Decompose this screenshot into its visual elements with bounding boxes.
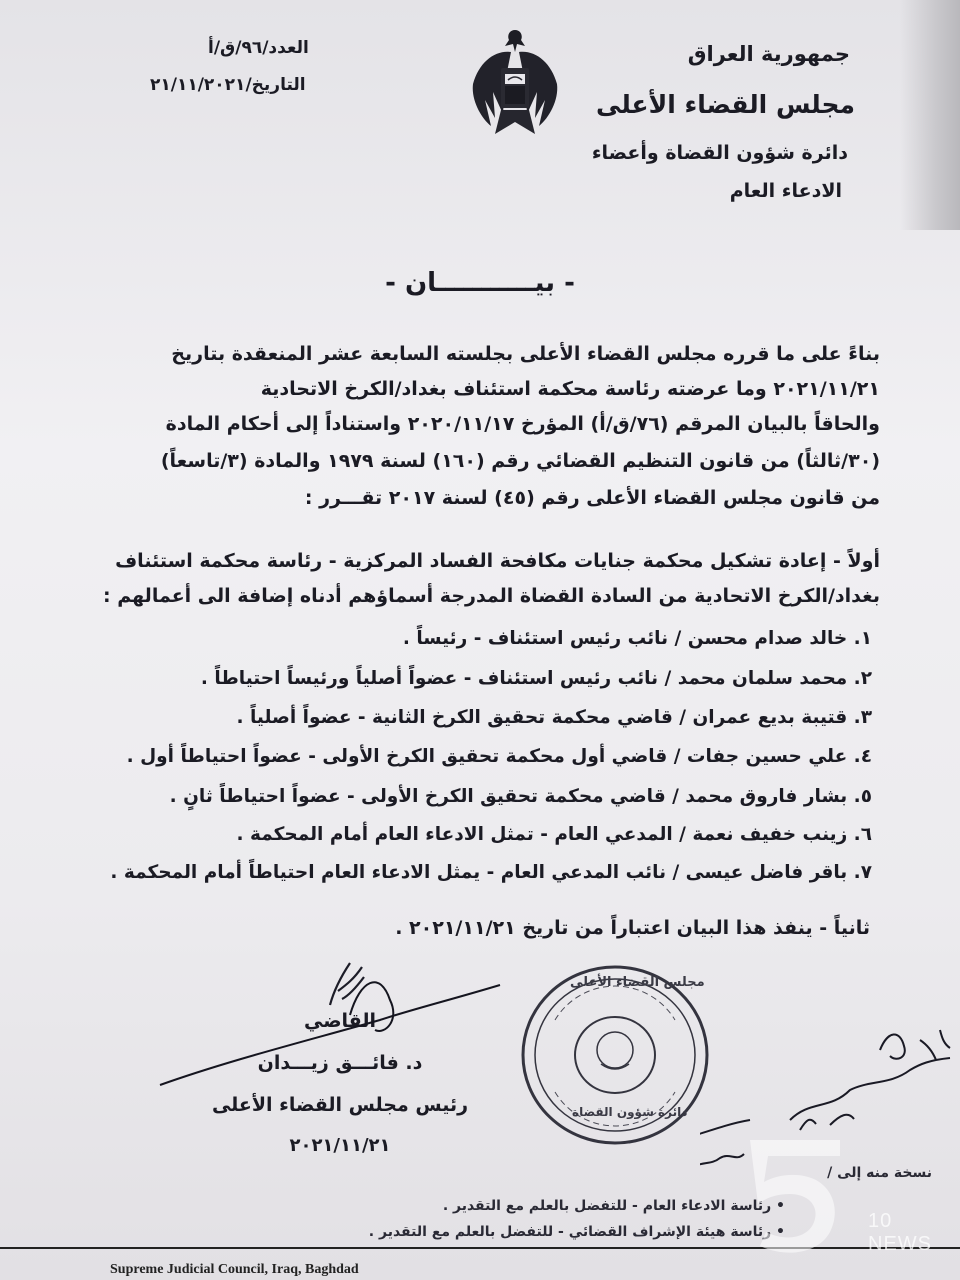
copy-recipient: • رئاسة الادعاء العام - للتفضل بالعلم مع التقدير . — [442, 1198, 785, 1214]
signature-name: د. فائـــق زيـــدان — [257, 1052, 423, 1074]
body-line-4: (٣٠/ثالثاً) من قانون التنظيم القضائي رقم (١٦٠) لسنة ١٩٧٩ والمادة (٣/تاسعاً) — [160, 450, 880, 472]
member-item: ٤. علي حسين جفات / قاضي أول محكمة تحقيق الكرخ الأولى - عضواً احتياطاً أول . — [126, 746, 872, 767]
iraq-eagle-emblem-icon — [465, 22, 565, 142]
stamp-inner-text: دائرة شؤون القضاة — [572, 1105, 688, 1119]
member-item: ٢. محمد سلمان محمد / نائب رئيس استئناف - عضواً أصلياً ورئيساً احتياطاً . — [200, 668, 872, 689]
section-first-line-1: أولاً - إعادة تشكيل محكمة جنايات مكافحة الفساد المركزية - رئاسة محكمة استئناف — [115, 550, 880, 572]
reference-date: التاريخ/٢١/١١/٢٠٢١ — [150, 75, 306, 95]
page-edge-shadow — [900, 0, 960, 230]
member-item: ٧. باقر فاضل عيسى / نائب المدعي العام - يمثل الادعاء العام احتياطاً أمام المحكمة . — [110, 862, 872, 883]
body-line-1: بناءً على ما قرره مجلس القضاء الأعلى بجلسته السابعة عشر المنعقدة بتاريخ — [171, 343, 880, 365]
signature-position: رئيس مجلس القضاء الأعلى — [211, 1094, 469, 1116]
member-item: ٥. بشار فاروق محمد / قاضي محكمة تحقيق الكرخ الأولى - عضواً احتياطاً ثانٍ . — [169, 786, 872, 807]
header-council: مجلس القضاء الأعلى — [596, 90, 855, 119]
body-line-2: ٢٠٢١/١١/٢١ وما عرضته رئاسة محكمة استئناف بغداد/الكرخ الاتحادية — [260, 378, 880, 400]
signature-scribble — [150, 960, 520, 1100]
member-item: ١. خالد صدام محسن / نائب رئيس استئناف - رئيساً . — [402, 628, 872, 649]
reference-number: العدد/٩٦/ق/أ — [208, 38, 309, 58]
watermark-text: 10 NEWS — [868, 1210, 932, 1255]
signature-role: القاضي — [303, 1010, 377, 1032]
copies-heading: نسخة منه إلى / — [827, 1165, 932, 1181]
body-line-5: من قانون مجلس القضاء الأعلى رقم (٤٥) لسنة ٢٠١٧ تقـــرر : — [304, 487, 880, 509]
header-country: جمهورية العراق — [687, 42, 850, 66]
copy-recipient: • رئاسة هيئة الإشراف القضائي - للتفضل بالعلم مع التقدير . — [368, 1224, 785, 1240]
body-line-3: والحاقاً بالبيان المرقم (٧٦/ق/أ) المؤرخ ٢٠٢٠/١١/١٧ واستناداً إلى أحكام المادة — [165, 413, 880, 435]
section-first-line-2: بغداد/الكرخ الاتحادية من السادة القضاة المدرجة أسماؤهم أدناه إضافة الى أعمالهم : — [103, 585, 880, 607]
document-title: - بيـــــــــــان - — [385, 268, 575, 298]
member-item: ٦. زينب خفيف نعمة / المدعي العام - تمثل الادعاء العام أمام المحكمة . — [236, 824, 872, 845]
header-department-line2: الادعاء العام — [729, 180, 842, 202]
stamp-outer-text: مجلس القضاء الأعلى — [570, 975, 705, 990]
header-department-line1: دائرة شؤون القضاة وأعضاء — [591, 142, 848, 164]
signature-date: ٢٠٢١/١١/٢١ — [289, 1135, 391, 1156]
footer-text: Supreme Judicial Council, Iraq, Baghdad — [110, 1262, 359, 1277]
section-second: ثانياً - ينفذ هذا البيان اعتباراً من تاريخ ٢٠٢١/١١/٢١ . — [395, 917, 870, 939]
member-item: ٣. قتيبة بديع عمران / قاضي محكمة تحقيق الكرخ الثانية - عضواً أصلياً . — [236, 707, 872, 728]
